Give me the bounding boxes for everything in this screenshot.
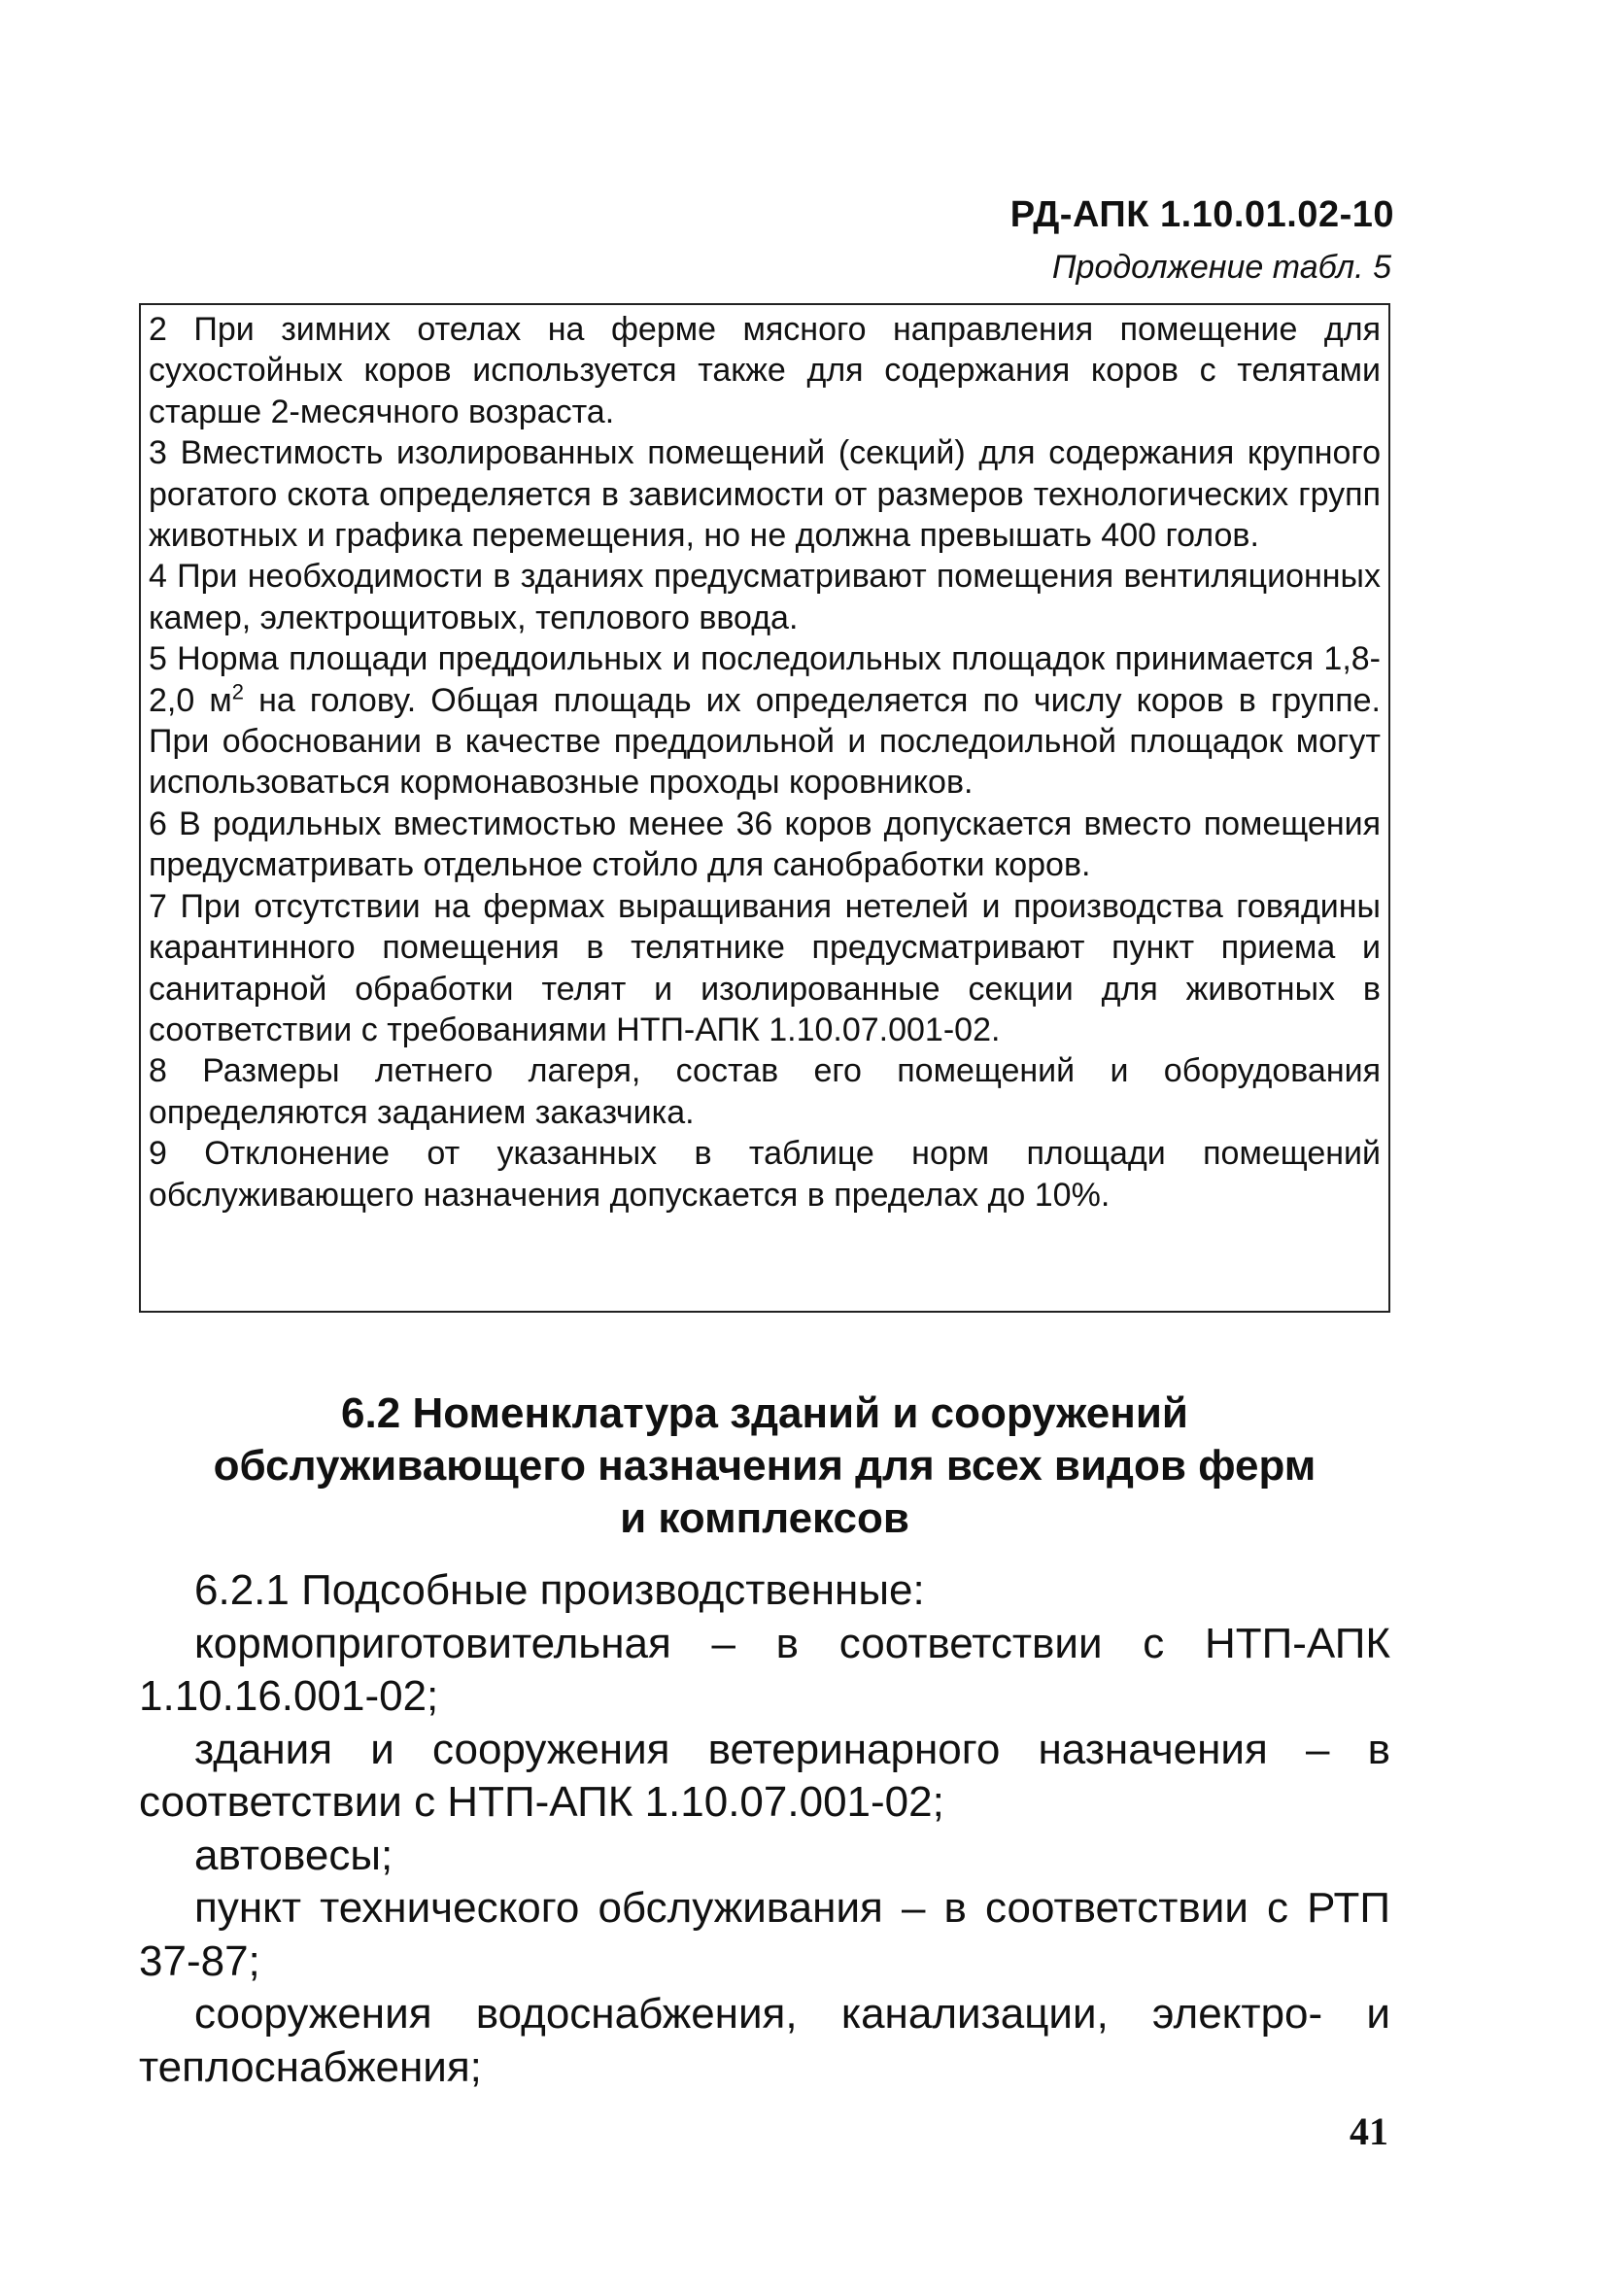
- table-continuation-caption: Продолжение табл. 5: [1051, 249, 1391, 286]
- note-5-text-before: 5 Норма площади преддоильных и последоильных площадок принимается 1,8-2,0 м: [149, 640, 1381, 719]
- paragraph: 6.2.1 Подсобные производственные:: [194, 1566, 925, 1614]
- note-4: 4 При необходимости в зданиях предусматривают помещения вентиляционных камер, электрощитовых, теплового ввода.: [149, 558, 1381, 636]
- page-number: 41: [1350, 2109, 1388, 2153]
- note-2: 2 При зимних отелах на ферме мясного направления помещение для сухостойных коров используется также для содержания коров с телятами старше 2-месячного возраста.: [149, 311, 1381, 430]
- section-heading-line: 6.2 Номенклатура зданий и сооружений: [341, 1389, 1188, 1437]
- note-9: 9 Отклонение от указанных в таблице норм площади помещений обслуживающего назначения допускается в пределах до 10%.: [149, 1135, 1381, 1214]
- note-8: 8 Размеры летнего лагеря, состав его помещений и оборудования определяются заданием заказчика.: [149, 1052, 1381, 1131]
- section-heading-line: обслуживающего назначения для всех видов ферм: [213, 1442, 1316, 1490]
- section-heading: [139, 1388, 1390, 1545]
- note-5: [149, 638, 1381, 804]
- paragraph: кормоприготовительная – в соответствии с НТП-АПК 1.10.16.001-02;: [139, 1619, 1390, 1720]
- paragraph: здания и сооружения ветеринарного назначения – в соответствии с НТП-АПК 1.10.07.001-02;: [139, 1725, 1390, 1826]
- note-3: 3 Вместимость изолированных помещений (секций) для содержания крупного рогатого скота определяется в зависимости от размеров технологических групп животных и графика перемещения, но не должна превышать 400 голов.: [149, 434, 1381, 555]
- note-5-text-after: на голову. Общая площадь их определяется по числу коров в группе. При обосновании в качестве преддоильной и последоильной площадок могут использоваться кормонавозные проходы коровников.: [149, 681, 1381, 802]
- note-7: 7 При отсутствии на фермах выращивания нетелей и производства говядины карантинного помещения в телятнике предусматривают пункт приема и санитарной обработки телят и изолированные секции для животных в соответствии с требованиями НТП-АПК 1.10.07.001-02.: [149, 887, 1381, 1048]
- note-5-superscript: 2: [231, 679, 244, 704]
- paragraph: сооружения водоснабжения, канализации, электро- и теплоснабжения;: [139, 1990, 1390, 2091]
- table-notes-box: [139, 303, 1390, 1313]
- paragraph: автовесы;: [194, 1831, 393, 1879]
- section-heading-line: и комплексов: [620, 1494, 909, 1542]
- document-code: РД-АПК 1.10.01.02-10: [1009, 194, 1394, 235]
- paragraph: пункт технического обслуживания – в соответствии с РТП 37-87;: [139, 1884, 1390, 1985]
- section-body: [139, 1564, 1390, 2094]
- note-6: 6 В родильных вместимостью менее 36 коров допускается вместо помещения предусматривать отдельное стойло для санобработки коров.: [149, 805, 1381, 884]
